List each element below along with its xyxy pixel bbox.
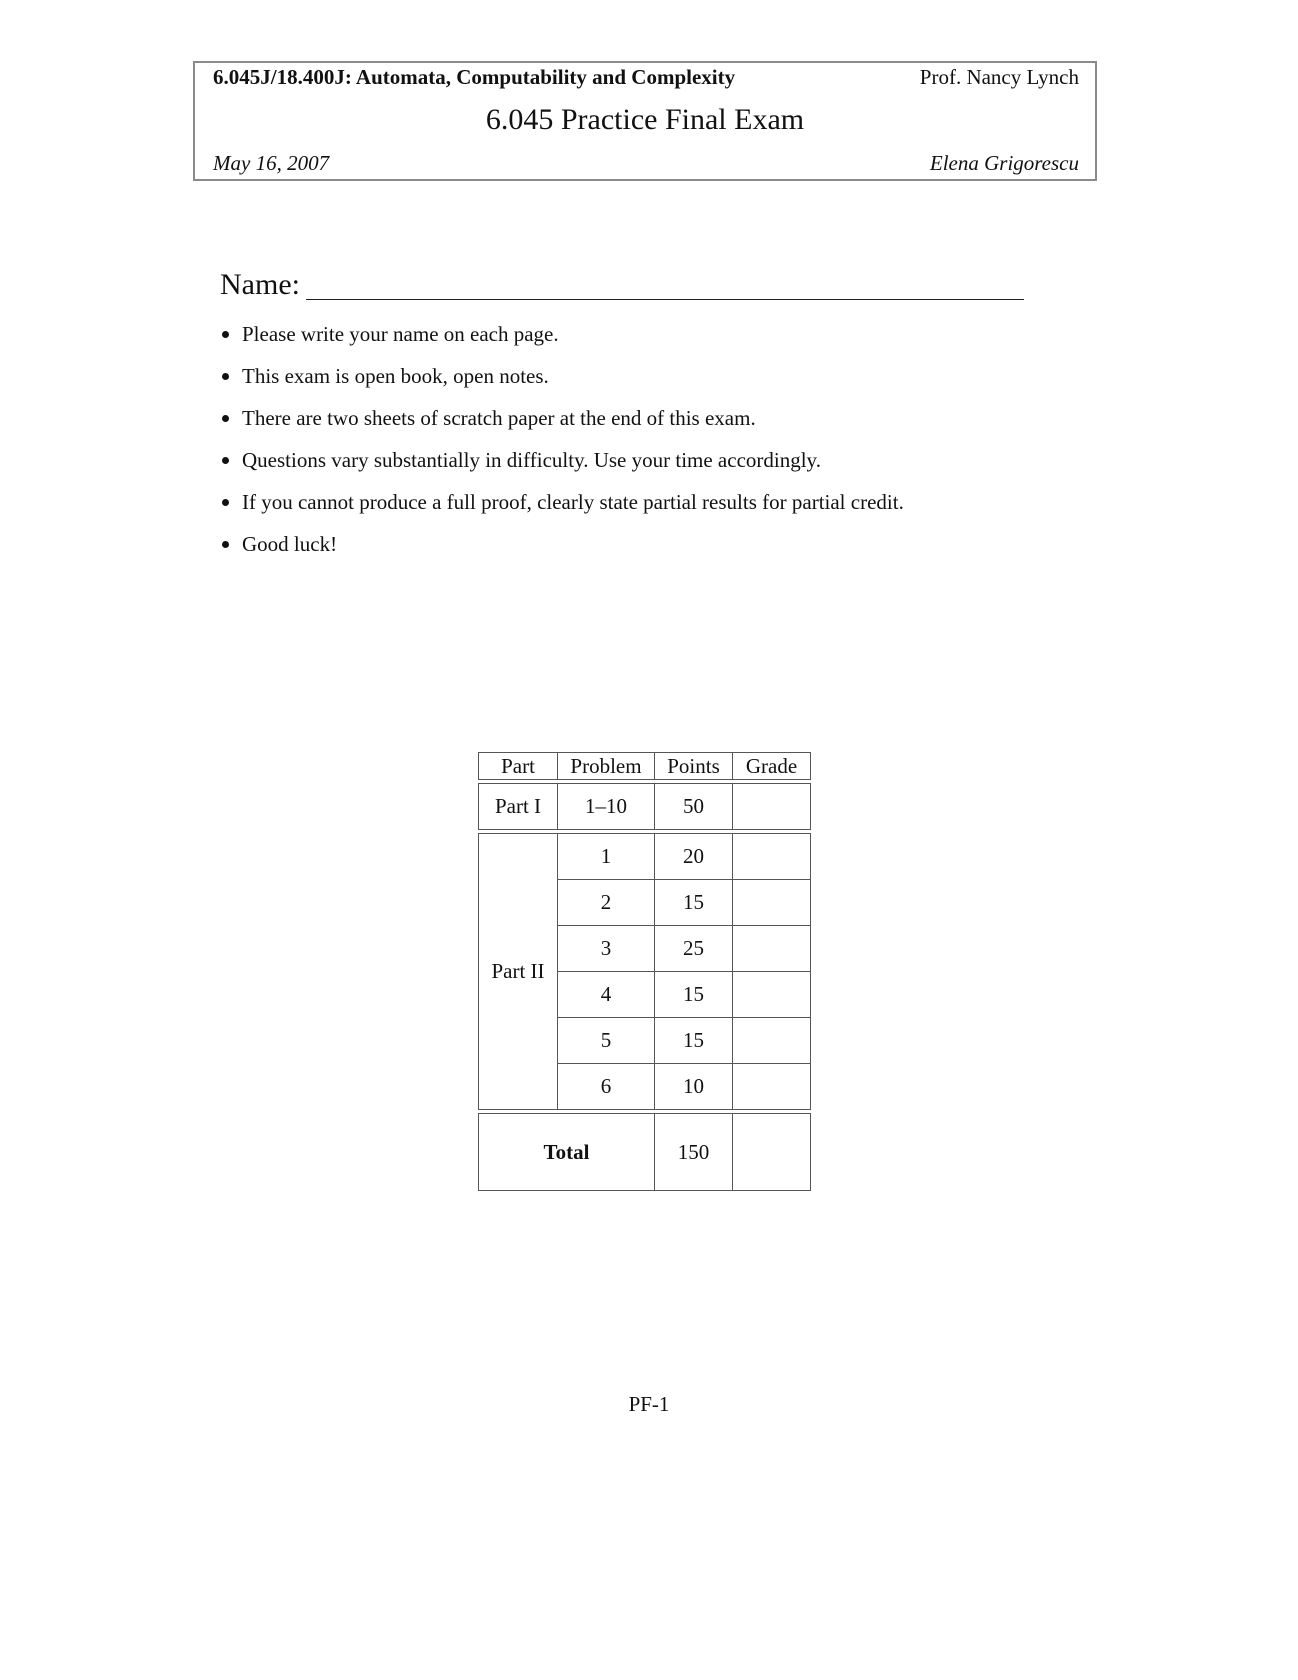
grade-cell[interactable] <box>733 833 811 880</box>
instruction-item: Please write your name on each page. <box>220 318 904 360</box>
grade-cell[interactable] <box>733 1018 811 1064</box>
grade-cell[interactable] <box>733 880 811 926</box>
total-grade-cell[interactable] <box>733 1113 811 1191</box>
header-grade: Grade <box>733 752 811 780</box>
instructions-list <box>220 318 904 570</box>
part-cell: Part II <box>478 833 558 1110</box>
grade-cell[interactable] <box>733 926 811 972</box>
problem-cell: 6 <box>558 1064 655 1110</box>
total-label: Total <box>478 1113 655 1191</box>
instruction-item: If you cannot produce a full proof, clearly state partial results for partial credit. <box>220 486 904 528</box>
part-cell: Part I <box>478 783 558 830</box>
name-label: Name: <box>220 268 300 301</box>
professor-name: Prof. Nancy Lynch <box>919 65 1079 89</box>
course-title: 6.045J/18.400J: Automata, Computability and Complexity <box>213 65 736 89</box>
points-cell: 25 <box>655 926 733 972</box>
problem-cell: 1–10 <box>558 783 655 830</box>
table-header-row <box>478 752 811 780</box>
header-points: Points <box>655 752 733 780</box>
grade-cell[interactable] <box>733 783 811 830</box>
header-problem: Problem <box>558 752 655 780</box>
exam-header <box>193 61 1097 181</box>
page-number: PF-1 <box>628 1392 670 1416</box>
bullet-icon <box>222 541 229 548</box>
grade-cell[interactable] <box>733 972 811 1018</box>
grade-cell[interactable] <box>733 1064 811 1110</box>
problem-cell: 4 <box>558 972 655 1018</box>
points-cell: 20 <box>655 833 733 880</box>
points-cell: 15 <box>655 972 733 1018</box>
header-part: Part <box>478 752 558 780</box>
problem-cell: 5 <box>558 1018 655 1064</box>
table-row <box>478 783 811 830</box>
table-row <box>478 833 811 880</box>
name-field <box>220 268 1060 304</box>
problem-cell: 3 <box>558 926 655 972</box>
bullet-icon <box>222 499 229 506</box>
exam-author: Elena Grigorescu <box>929 151 1079 175</box>
grade-table <box>478 752 811 1191</box>
points-cell: 50 <box>655 783 733 830</box>
total-row <box>478 1113 811 1191</box>
problem-cell: 1 <box>558 833 655 880</box>
instruction-item: There are two sheets of scratch paper at the end of this exam. <box>220 402 904 444</box>
name-blank-line[interactable] <box>306 299 1024 300</box>
points-cell: 15 <box>655 880 733 926</box>
total-points: 150 <box>655 1113 733 1191</box>
points-cell: 10 <box>655 1064 733 1110</box>
instruction-item: This exam is open book, open notes. <box>220 360 904 402</box>
bullet-icon <box>222 457 229 464</box>
bullet-icon <box>222 331 229 338</box>
instruction-item: Questions vary substantially in difficulty. Use your time accordingly. <box>220 444 904 486</box>
exam-title: 6.045 Practice Final Exam <box>485 103 805 136</box>
problem-cell: 2 <box>558 880 655 926</box>
exam-date: May 16, 2007 <box>213 151 330 175</box>
bullet-icon <box>222 415 229 422</box>
points-cell: 15 <box>655 1018 733 1064</box>
instruction-item: Good luck! <box>220 528 904 570</box>
bullet-icon <box>222 373 229 380</box>
